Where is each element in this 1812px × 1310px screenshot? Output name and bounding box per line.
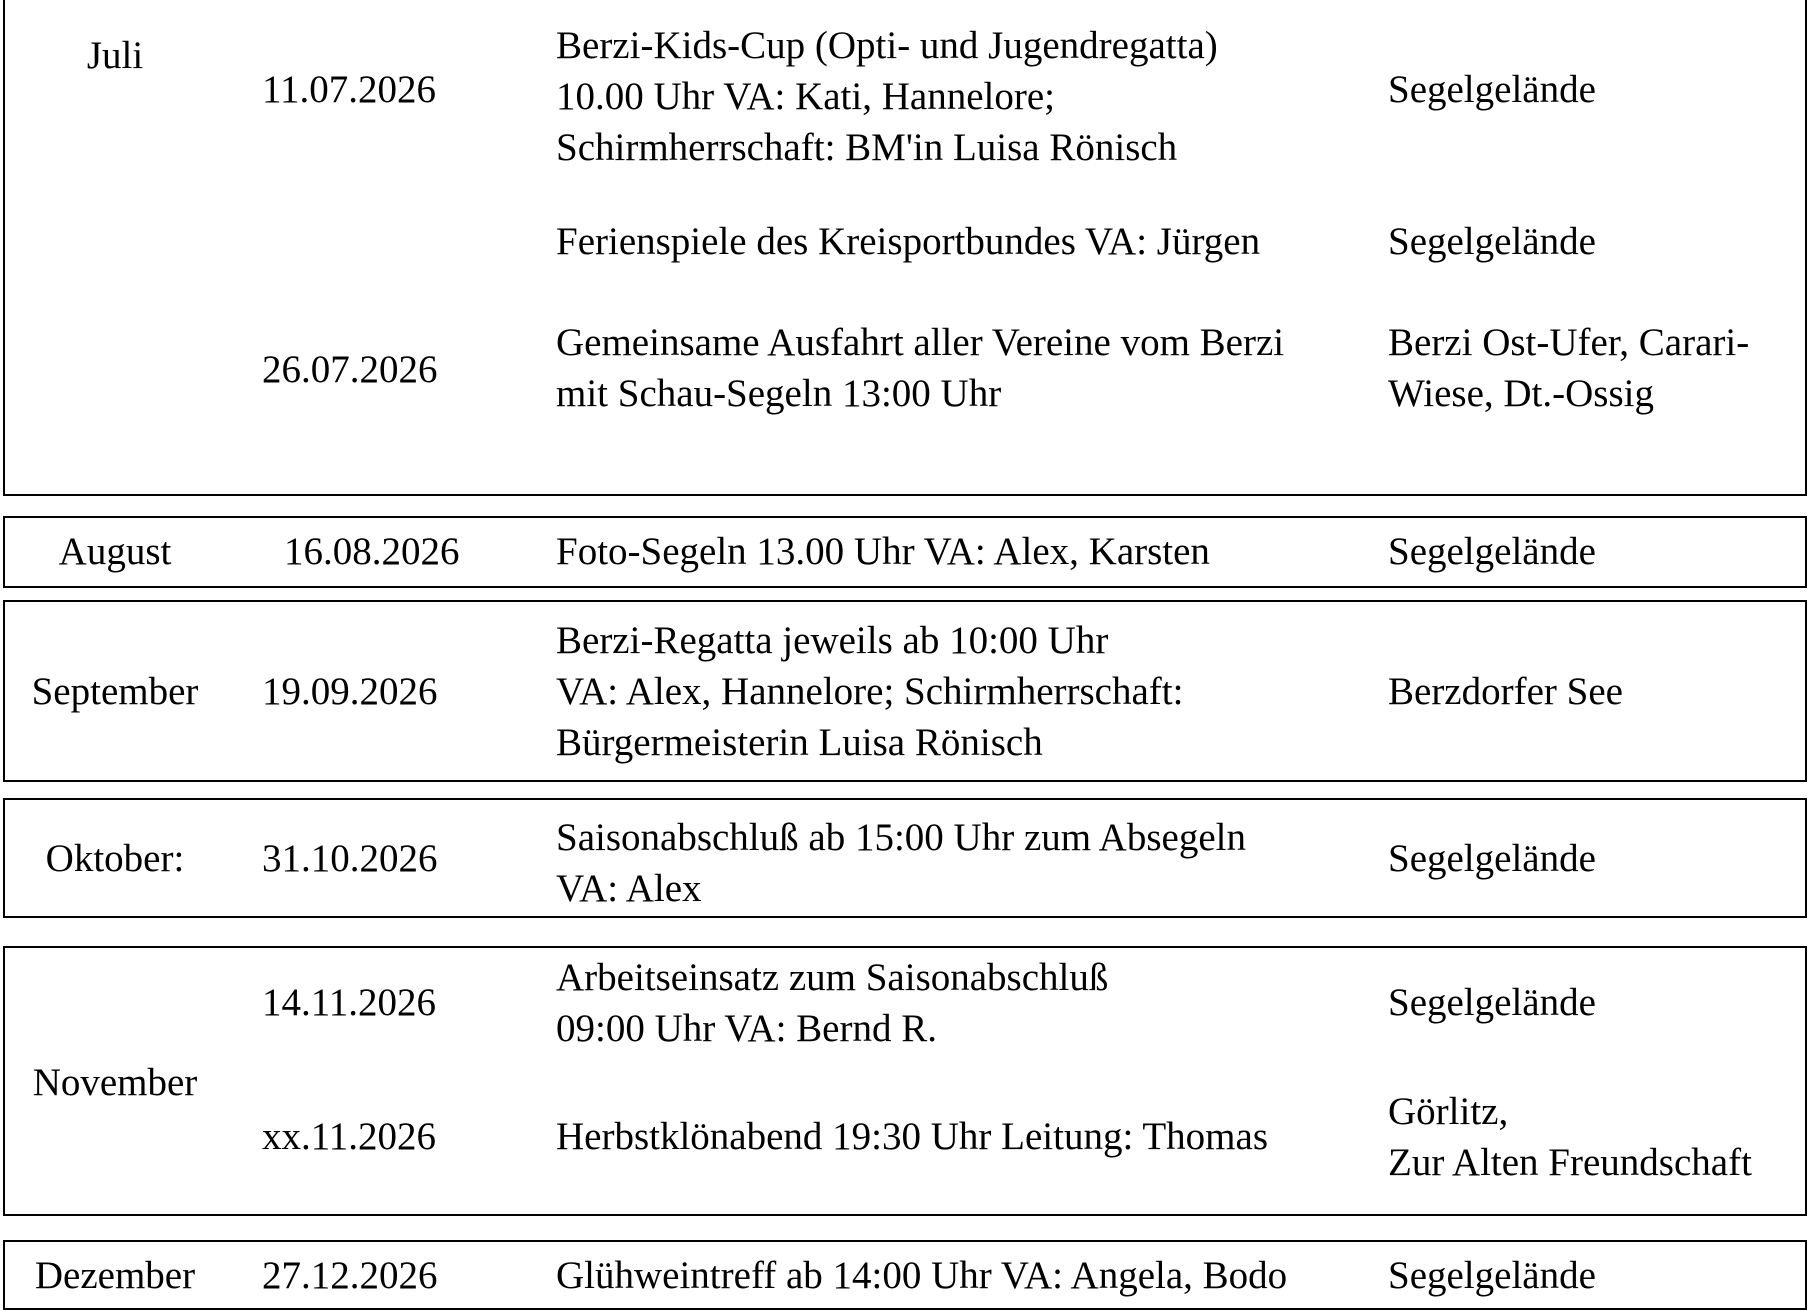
event-date: 16.08.2026 bbox=[284, 530, 460, 573]
event-location: Segelgelände bbox=[1388, 68, 1596, 111]
event-date: 27.12.2026 bbox=[262, 1254, 438, 1297]
month-label: November bbox=[32, 1061, 198, 1104]
event-date: 19.09.2026 bbox=[262, 670, 438, 713]
event-description: mit Schau-Segeln 13:00 Uhr bbox=[556, 372, 1002, 415]
event-location: Segelgelände bbox=[1388, 837, 1596, 880]
event-description: 10.00 Uhr VA: Kati, Hannelore; bbox=[556, 75, 1055, 118]
event-location: Segelgelände bbox=[1388, 530, 1596, 573]
month-label: Oktober: bbox=[45, 837, 185, 880]
event-description: VA: Alex, Hannelore; Schirmherrschaft: bbox=[556, 670, 1184, 713]
event-location: Görlitz, bbox=[1388, 1090, 1509, 1133]
event-location: Segelgelände bbox=[1388, 981, 1596, 1024]
event-location: Segelgelände bbox=[1388, 1254, 1596, 1297]
month-label: September bbox=[31, 670, 199, 713]
event-location: Berzi Ost-Ufer, Carari- bbox=[1388, 321, 1750, 364]
event-description: Berzi-Regatta jeweils ab 10:00 Uhr bbox=[556, 619, 1109, 662]
event-description: Herbstklönabend 19:30 Uhr Leitung: Thomas bbox=[556, 1115, 1268, 1158]
event-location: Berzdorfer See bbox=[1388, 670, 1623, 713]
event-location: Zur Alten Freundschaft bbox=[1388, 1141, 1752, 1184]
event-description: VA: Alex bbox=[556, 867, 702, 910]
event-description: Ferienspiele des Kreisportbundes VA: Jürgen bbox=[556, 220, 1261, 263]
event-description: Arbeitseinsatz zum Saisonabschluß bbox=[556, 956, 1109, 999]
event-description: Foto-Segeln 13.00 Uhr VA: Alex, Karsten bbox=[556, 530, 1210, 573]
event-description: Gemeinsame Ausfahrt aller Vereine vom Berzi bbox=[556, 321, 1285, 364]
event-description: Schirmherrschaft: BM'in Luisa Rönisch bbox=[556, 126, 1178, 169]
event-location: Wiese, Dt.-Ossig bbox=[1388, 372, 1654, 415]
event-date: 11.07.2026 bbox=[262, 68, 437, 111]
month-label: August bbox=[58, 530, 172, 573]
event-date: xx.11.2026 bbox=[262, 1115, 437, 1158]
event-description: Glühweintreff ab 14:00 Uhr VA: Angela, Bodo bbox=[556, 1254, 1288, 1297]
event-date: 31.10.2026 bbox=[262, 837, 438, 880]
event-date: 14.11.2026 bbox=[262, 981, 437, 1024]
month-label: Dezember bbox=[34, 1254, 196, 1297]
event-description: 09:00 Uhr VA: Bernd R. bbox=[556, 1007, 937, 1050]
event-description: Saisonabschluß ab 15:00 Uhr zum Absegeln bbox=[556, 816, 1246, 859]
event-location: Segelgelände bbox=[1388, 220, 1596, 263]
event-description: Berzi-Kids-Cup (Opti- und Jugendregatta) bbox=[556, 24, 1218, 67]
month-label: Juli bbox=[86, 34, 144, 77]
event-description: Bürgermeisterin Luisa Rönisch bbox=[556, 721, 1043, 764]
event-date: 26.07.2026 bbox=[262, 348, 438, 391]
